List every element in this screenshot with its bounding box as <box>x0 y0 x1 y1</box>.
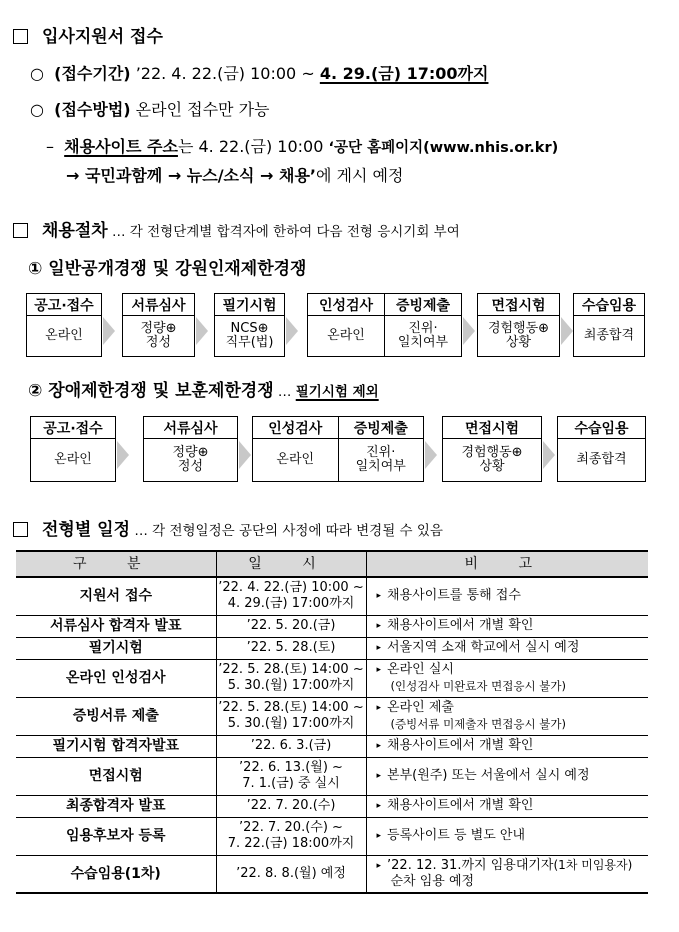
flow-step <box>26 293 102 357</box>
site-path-2: → 국민과함께 → 뉴스/소식 → 채용’ <box>66 166 317 185</box>
flow-step <box>557 416 646 482</box>
section-note: … 각 전형일정은 공단의 사정에 따라 변경될 수 있음 <box>130 523 443 539</box>
flow1-title <box>28 254 306 279</box>
remark-text: 채용사이트에서 개별 확인 <box>387 738 534 753</box>
table-row <box>16 659 648 697</box>
section-note: … 각 전형단계별 합격자에 한하여 다음 전형 응시기회 부여 <box>107 224 460 240</box>
remark-text: 본부(원주) 또는 서울에서 실시 예정 <box>387 768 590 783</box>
table-header-row <box>16 551 648 577</box>
flow-step-detail: 온라인 <box>276 452 315 467</box>
flow2-note-sep: … <box>273 384 296 400</box>
checkbox-square-icon <box>13 522 28 537</box>
triangle-bullet-icon: ▸ <box>376 703 382 713</box>
remark-text: 온라인 실시 <box>387 662 454 677</box>
method-label: (접수방법) <box>54 100 131 119</box>
remark-subtext: (증빙서류 미제출자 면접응시 불가) <box>390 717 566 731</box>
flow-step-detail: 최종합격 <box>583 328 635 343</box>
table-row <box>16 855 648 893</box>
section-heading-schedule <box>13 515 443 540</box>
application-method-line <box>30 97 270 120</box>
remark-subtext: (인성검사 미완료자 면접응시 불가) <box>390 679 566 693</box>
triangle-bullet-icon: ▸ <box>376 861 382 872</box>
flow-step <box>214 293 285 357</box>
checkbox-square-icon <box>13 29 28 44</box>
flow-step-detail: NCS⊕ 직무(법) <box>225 321 274 350</box>
flow1-title-text: ① 일반공개경쟁 및 강원인재제한경쟁 <box>28 259 307 279</box>
circle-bullet-icon: ○ <box>30 64 44 83</box>
schedule-table <box>16 550 648 894</box>
flow-step <box>122 293 195 357</box>
remark-subtext: 순차 임용 예정 <box>390 874 475 890</box>
triangle-bullet-icon: ▸ <box>376 831 382 841</box>
schedule-remark <box>366 615 648 637</box>
period-end: 4. 29.(금) 17:00까지 <box>319 64 489 83</box>
site-label: 채용사이트 주소 <box>64 137 178 156</box>
triangle-bullet-icon: ▸ <box>376 741 382 751</box>
schedule-date: ’22. 4. 22.(금) 10:00 ~ 4. 29.(금) 17:00까지 <box>216 577 366 615</box>
schedule-category: 수습임용(1차) <box>16 855 216 893</box>
flow-step-title: 증빙제출 <box>338 417 424 438</box>
remark-text: ’22. 12. 31.까지 임용대기자 <box>387 858 554 874</box>
flow-step <box>477 293 560 357</box>
flow-step-title: 공고·접수 <box>43 420 103 437</box>
section-title: 입사지원서 접수 <box>42 27 163 47</box>
triangle-bullet-icon: ▸ <box>376 665 382 675</box>
schedule-category: 필기시험 <box>16 637 216 659</box>
method-text: 온라인 접수만 가능 <box>130 100 270 119</box>
schedule-remark <box>366 817 648 855</box>
application-period-line <box>30 61 488 84</box>
schedule-date: ’22. 6. 13.(월) ~ 7. 1.(금) 중 실시 <box>216 757 366 795</box>
flow-step-detail: 경험행동⊕ 상황 <box>487 321 550 350</box>
schedule-date: ’22. 7. 20.(수) ~ 7. 22.(금) 18:00까지 <box>216 817 366 855</box>
remark-text: 채용사이트를 통해 접수 <box>387 588 521 604</box>
flow-step <box>143 416 238 482</box>
flow-step-detail: 진위· 일치여부 <box>384 316 461 356</box>
checkbox-square-icon <box>13 223 28 238</box>
section-heading-process <box>13 216 460 241</box>
flow-arrow-icon <box>463 317 475 345</box>
header-remark: 비 고 <box>366 551 648 577</box>
remark-text: 채용사이트에서 개별 확인 <box>387 798 534 813</box>
flow-step-detail: 진위· 일치여부 <box>338 439 424 481</box>
schedule-category: 지원서 접수 <box>16 577 216 615</box>
flow-step-detail: 온라인 <box>54 452 92 467</box>
flow2-title <box>28 376 379 401</box>
flow-step <box>573 293 645 357</box>
circle-bullet-icon: ○ <box>30 100 44 119</box>
schedule-date: ’22. 5. 28.(토) 14:00 ~ 5. 30.(월) 17:00까지 <box>216 659 366 697</box>
flow-step-title: 증빙제출 <box>384 294 461 315</box>
flow-step-title: 공고·접수 <box>34 297 94 314</box>
flow-step-title: 필기시험 <box>222 297 277 314</box>
table-row <box>16 697 648 735</box>
flow-step-title: 면접시험 <box>464 420 520 437</box>
triangle-bullet-icon: ▸ <box>376 621 382 631</box>
flow-step-detail: 정량⊕ 정성 <box>172 445 209 474</box>
schedule-date: ’22. 5. 28.(토) <box>216 637 366 659</box>
schedule-category: 서류심사 합격자 발표 <box>16 615 216 637</box>
schedule-category: 증빙서류 제출 <box>16 697 216 735</box>
remark-small: (1차 미임용자) <box>553 858 633 873</box>
triangle-bullet-icon: ▸ <box>376 643 382 653</box>
flow-step-detail: 최종합격 <box>576 452 627 467</box>
triangle-bullet-icon: ▸ <box>376 801 382 811</box>
flow-step-detail: 온라인 <box>45 328 83 343</box>
flow-arrow-icon <box>425 441 437 469</box>
schedule-category: 면접시험 <box>16 757 216 795</box>
flow-arrow-icon <box>543 441 555 469</box>
schedule-remark <box>366 577 648 615</box>
site-suffix: 에 게시 예정 <box>316 166 404 185</box>
remark-text: 채용사이트에서 개별 확인 <box>387 618 534 633</box>
remark-text: 서울지역 소재 학교에서 실시 예정 <box>387 640 580 655</box>
dash-bullet: – <box>46 137 54 156</box>
section-heading-application <box>13 22 163 47</box>
flow-arrow-icon <box>239 441 251 469</box>
schedule-category: 온라인 인성검사 <box>16 659 216 697</box>
header-date: 일 시 <box>216 551 366 577</box>
remark-text: 등록사이트 등 별도 안내 <box>387 828 526 843</box>
flow-arrow-icon <box>286 317 298 345</box>
site-path-1: ‘공단 홈페이지(www.nhis.or.kr) <box>328 140 559 156</box>
flow-arrow-icon <box>117 441 129 469</box>
period-start: ’22. 4. 22.(금) 10:00 ~ <box>135 64 320 83</box>
flow-arrow-icon <box>103 317 115 345</box>
flow-step-title: 수습임용 <box>581 297 637 314</box>
schedule-date: ’22. 5. 20.(금) <box>216 615 366 637</box>
schedule-remark <box>366 637 648 659</box>
table-row <box>16 637 648 659</box>
schedule-date: ’22. 5. 28.(토) 14:00 ~ 5. 30.(월) 17:00까지 <box>216 697 366 735</box>
schedule-remark <box>366 795 648 817</box>
schedule-category: 필기시험 합격자발표 <box>16 735 216 757</box>
table-row <box>16 735 648 757</box>
flow-step-title: 서류심사 <box>163 420 218 437</box>
remark-text: 온라인 제출 <box>387 700 454 715</box>
table-row <box>16 577 648 615</box>
site-text: 는 4. 22.(금) 10:00 <box>177 137 329 156</box>
table-row <box>16 615 648 637</box>
schedule-date: ’22. 7. 20.(수) <box>216 795 366 817</box>
header-category: 구 분 <box>16 551 216 577</box>
schedule-date: ’22. 8. 8.(월) 예정 <box>216 855 366 893</box>
site-path-line <box>66 163 403 186</box>
period-label: (접수기간) <box>54 64 131 83</box>
triangle-bullet-icon: ▸ <box>376 771 382 781</box>
flow-step-title: 인성검사 <box>318 297 374 314</box>
flow2-title-text: ② 장애제한경쟁 및 보훈제한경쟁 <box>28 381 274 401</box>
schedule-remark <box>366 757 648 795</box>
schedule-category: 임용후보자 등록 <box>16 817 216 855</box>
flow-step-title: 면접시험 <box>491 297 546 314</box>
flow-step <box>252 416 424 482</box>
flow-step-title: 서류심사 <box>131 297 186 314</box>
section-title: 채용절차 <box>42 221 108 241</box>
schedule-remark <box>366 697 648 735</box>
flow-step-detail: 경험행동⊕ 상황 <box>461 445 523 474</box>
flow-arrow-icon <box>561 317 573 345</box>
table-row <box>16 795 648 817</box>
flow-step-title: 수습임용 <box>574 420 629 437</box>
schedule-date: ’22. 6. 3.(금) <box>216 735 366 757</box>
schedule-category: 최종합격자 발표 <box>16 795 216 817</box>
flow-step <box>442 416 542 482</box>
flow-step <box>30 416 116 482</box>
schedule-remark <box>366 735 648 757</box>
flow2-note: 필기시험 제외 <box>295 384 379 400</box>
triangle-bullet-icon: ▸ <box>376 591 382 602</box>
schedule-remark <box>366 659 648 697</box>
table-row <box>16 817 648 855</box>
section-title: 전형별 일정 <box>42 520 131 540</box>
flow-step-detail: 정량⊕ 정성 <box>140 321 177 350</box>
flow-arrow-icon <box>196 317 208 345</box>
table-row <box>16 757 648 795</box>
flow-step-detail: 온라인 <box>327 328 365 343</box>
flow-step <box>307 293 462 357</box>
site-address-line <box>46 134 558 157</box>
flow-step-title: 인성검사 <box>268 420 323 437</box>
schedule-remark <box>366 855 648 893</box>
